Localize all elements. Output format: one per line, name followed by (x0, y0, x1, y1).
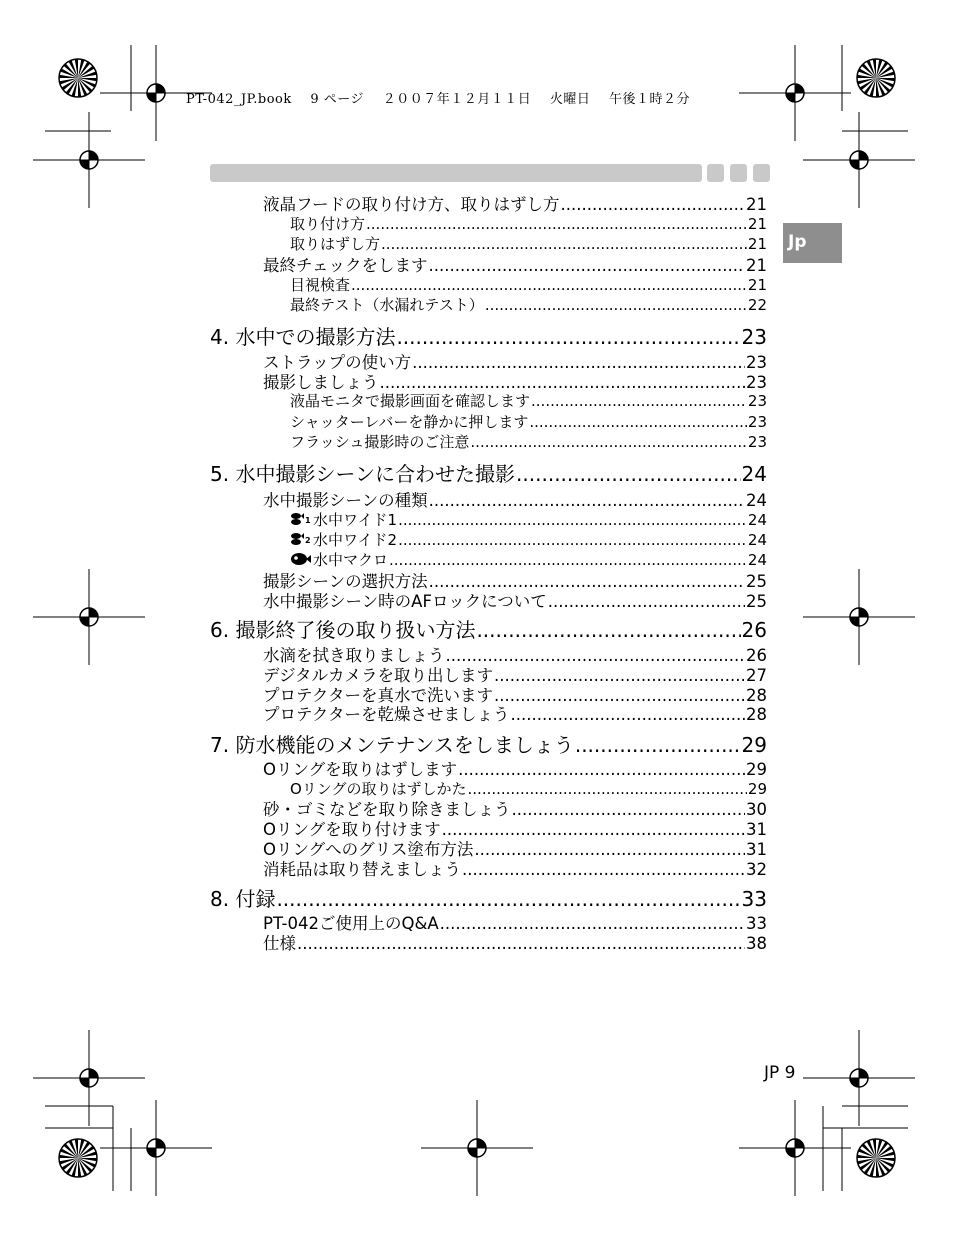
toc-entry (263, 355, 767, 372)
registration-mark (100, 1100, 212, 1196)
toc-entry-title (290, 512, 397, 528)
toc-leader-dots (380, 375, 746, 392)
registration-mark (739, 1100, 851, 1196)
toc-entry-text: PT-042ご使用上のQ&A (263, 914, 439, 933)
toc-entry (290, 435, 767, 450)
toc-leader-dots (468, 782, 747, 797)
toc-entry-text: 水中撮影シーン時のAFロックについて (263, 592, 547, 611)
toc-entry-page: 21 (746, 195, 767, 214)
toc-entry (263, 916, 767, 933)
toc-entry-page: 23 (746, 353, 767, 372)
toc-entry-text: デジタルカメラを取り出します (263, 666, 494, 685)
toc-entry-title (290, 552, 388, 568)
toc-entry-page: 24 (747, 511, 767, 529)
toc-entry-title (263, 574, 428, 591)
toc-entry-text: 最終チェックをします (263, 256, 428, 275)
toc-leader-dots (276, 889, 740, 909)
toc-entry-page: 30 (746, 800, 767, 819)
toc-leader-dots (446, 648, 746, 665)
toc-entry-page: 24 (747, 531, 767, 549)
wide1-icon (290, 512, 312, 526)
toc-entry-text: 5. 水中撮影シーンに合わせた撮影 (210, 462, 516, 486)
toc-entry-text: 取り付け方 (290, 215, 366, 233)
toc-leader-dots (494, 688, 745, 705)
toc-entry-page: 24 (746, 491, 767, 510)
toc-entry-page: 21 (747, 276, 767, 294)
toc-entry-text: 目視検査 (290, 276, 351, 294)
toc-entry (210, 889, 767, 909)
page-number: JP 9 (764, 1063, 796, 1083)
toc-entry (263, 688, 767, 705)
toc-entry (263, 802, 767, 819)
toc-entry-page: 27 (746, 666, 767, 685)
toc-entry-title (290, 237, 380, 252)
toc-entry-title (263, 707, 510, 724)
toc-entry-page: 21 (747, 215, 767, 233)
toc-entry-title (210, 327, 395, 347)
toc-leader-dots (561, 197, 745, 214)
toc-entry-text: 液晶フードの取り付け方、取りはずし方 (263, 195, 560, 214)
toc-entry-text: プロテクターを真水で洗います (263, 686, 494, 705)
toc-leader-dots (494, 668, 745, 685)
toc-entry-title (263, 862, 461, 879)
toc-leader-dots (516, 464, 741, 484)
toc-entry (263, 936, 767, 953)
toc-entry-title (263, 258, 428, 275)
toc-entry (290, 278, 767, 293)
toc-entry (210, 327, 767, 347)
toc-entry-title (290, 415, 528, 430)
toc-entry-page: 29 (741, 733, 767, 757)
toc-entry-text: プロテクターを乾燥させましょう (263, 705, 510, 724)
star-target-mark (857, 59, 895, 97)
toc-entry-text: 水滴を拭き取りましょう (263, 646, 445, 665)
toc-leader-dots (429, 493, 745, 510)
registration-mark (803, 112, 915, 208)
header-weekday: 火曜日 (549, 92, 591, 107)
toc-entry (263, 842, 767, 859)
macro-icon (290, 552, 312, 566)
toc-entry-title (263, 842, 473, 859)
toc-leader-dots (529, 415, 747, 430)
header-square-2 (730, 164, 747, 182)
toc-leader-dots (297, 936, 745, 953)
toc-entry-text: 8. 付録 (210, 887, 276, 911)
header-bar (210, 164, 702, 182)
toc-entry-page: 25 (746, 592, 767, 611)
toc-leader-dots (412, 355, 745, 372)
toc-entry-page: 28 (746, 705, 767, 724)
toc-entry (290, 415, 767, 430)
header-square-3 (753, 164, 770, 182)
toc-entry-page: 38 (746, 934, 767, 953)
toc-entry-page: 24 (741, 462, 767, 486)
toc-entry (263, 648, 767, 665)
toc-entry-title (290, 532, 397, 548)
toc-entry-title (263, 648, 445, 665)
toc-entry (263, 574, 767, 591)
toc-entry (263, 258, 767, 275)
registration-mark (803, 1030, 915, 1126)
header-page-ref: 9 ページ (310, 92, 365, 107)
registration-mark (33, 1030, 145, 1126)
toc-leader-dots (398, 513, 747, 528)
toc-entry-text: 水中撮影シーンの種類 (263, 491, 428, 510)
star-target-mark (857, 1139, 895, 1177)
toc-leader-dots (351, 278, 747, 293)
toc-entry-title (290, 435, 469, 450)
toc-entry (263, 668, 767, 685)
language-tab (783, 223, 842, 263)
toc-entry-text: シャッターレバーを静かに押します (290, 413, 529, 431)
toc-leader-dots (470, 435, 747, 450)
toc-leader-dots (458, 762, 745, 779)
toc-leader-dots (396, 327, 740, 347)
header-file: PT-042_JP.book (186, 92, 292, 107)
toc-entry-text: 仕様 (263, 934, 296, 953)
toc-entry-page: 23 (741, 325, 767, 349)
registration-mark (739, 45, 851, 141)
toc-leader-dots (442, 822, 745, 839)
toc-leader-dots (429, 574, 745, 591)
toc-leader-dots (485, 298, 747, 313)
toc-entry (290, 532, 767, 548)
toc-leader-dots (548, 594, 745, 611)
registration-mark (33, 569, 145, 665)
toc-entry (290, 217, 767, 232)
toc-entry-text: 撮影シーンの選択方法 (263, 572, 428, 591)
toc-leader-dots (398, 533, 747, 548)
toc-leader-dots (462, 862, 745, 879)
header-date: ２００７年１２月１１日 (382, 92, 532, 107)
toc-entry-title (210, 889, 275, 909)
toc-entry-text: 4. 水中での撮影方法 (210, 325, 396, 349)
toc-entry-title (290, 278, 350, 293)
toc-entry-title (263, 493, 428, 510)
toc-entry-title (263, 802, 511, 819)
toc-entry-page: 26 (746, 646, 767, 665)
toc-entry (263, 197, 767, 214)
toc-leader-dots (476, 620, 740, 640)
toc-entry-title (210, 464, 515, 484)
toc-entry-title (263, 916, 439, 933)
toc-leader-dots (531, 394, 747, 409)
toc-entry-title (290, 394, 530, 409)
toc-entry-text: 液晶モニタで撮影画面を確認します (290, 392, 531, 410)
toc-entry-page: 29 (747, 780, 767, 798)
toc-entry-text: 砂・ゴミなどを取り除きましょう (263, 800, 511, 819)
toc-entry-title (263, 936, 296, 953)
toc-entry (290, 298, 767, 313)
toc-entry-page: 26 (741, 618, 767, 642)
toc-entry-title (263, 762, 457, 779)
toc-entry-page: 23 (746, 373, 767, 392)
toc-leader-dots (429, 258, 745, 275)
toc-entry-page: 31 (746, 840, 767, 859)
toc-entry-page: 32 (746, 860, 767, 879)
toc-entry-text: ストラップの使い方 (263, 353, 412, 372)
toc-entry-text: Oリングを取りはずします (263, 760, 458, 779)
toc-entry-title (263, 688, 493, 705)
toc-leader-dots (366, 217, 747, 232)
toc-entry-page: 33 (746, 914, 767, 933)
toc-leader-dots (381, 237, 747, 252)
toc-entry-title (263, 594, 547, 611)
toc-leader-dots (512, 802, 746, 819)
registration-mark (421, 1100, 533, 1196)
toc-entry-text: Oリングへのグリス塗布方法 (263, 840, 474, 859)
toc-entry (263, 862, 767, 879)
toc-entry-title (290, 217, 365, 232)
toc-entry (290, 782, 767, 797)
toc-leader-dots (389, 553, 747, 568)
toc-leader-dots (575, 735, 741, 755)
star-target-mark (59, 1139, 97, 1177)
toc-entry-page: 23 (747, 433, 767, 451)
toc-entry (210, 735, 767, 755)
toc-entry-page: 23 (747, 413, 767, 431)
toc-entry-page: 28 (746, 686, 767, 705)
toc-entry-text: 最終テスト（水漏れテスト） (290, 296, 484, 314)
toc-entry-title (290, 298, 484, 313)
toc-entry (210, 620, 767, 640)
registration-mark (803, 569, 915, 665)
toc-entry-page: 21 (746, 256, 767, 275)
toc-entry-title (210, 735, 574, 755)
toc-entry-page: 22 (747, 296, 767, 314)
toc-entry-title (263, 668, 493, 685)
toc-leader-dots (474, 842, 745, 859)
toc-entry (263, 375, 767, 392)
svg-text:1: 1 (305, 516, 311, 525)
toc-entry-page: 25 (746, 572, 767, 591)
toc-entry (263, 493, 767, 510)
toc-entry-title (263, 197, 560, 214)
toc-entry-page: 29 (746, 760, 767, 779)
toc-entry (290, 394, 767, 409)
toc-entry-page: 21 (747, 235, 767, 253)
toc-entry-page: 33 (741, 887, 767, 911)
star-target-mark (59, 59, 97, 97)
toc-entry-text: 7. 防水機能のメンテナンスをしましょう (210, 733, 574, 757)
toc-entry-title (210, 620, 475, 640)
toc-entry-page: 31 (746, 820, 767, 839)
toc-entry-text: 水中ワイド2 (313, 531, 398, 549)
header-square-1 (707, 164, 724, 182)
toc-leader-dots (440, 916, 745, 933)
toc-entry (290, 552, 767, 568)
toc-entry (290, 237, 767, 252)
toc-entry-text: Oリングの取りはずしかた (290, 780, 467, 798)
toc-entry-text: 6. 撮影終了後の取り扱い方法 (210, 618, 476, 642)
language-tab-label: Jp (788, 232, 807, 252)
svg-text:2: 2 (305, 536, 311, 545)
toc-entry-text: 取りはずし方 (290, 235, 381, 253)
toc-entry (263, 822, 767, 839)
toc-entry-title (263, 822, 441, 839)
toc-entry-text: 撮影しましょう (263, 373, 379, 392)
print-header (186, 88, 704, 107)
toc-entry (263, 707, 767, 724)
toc-entry-title (290, 782, 467, 797)
toc-entry (290, 512, 767, 528)
toc-entry-text: 水中マクロ (313, 551, 389, 569)
registration-mark (33, 112, 145, 208)
toc-entry (263, 594, 767, 611)
toc-entry-title (263, 375, 379, 392)
toc-entry-title (263, 355, 411, 372)
toc-entry (210, 464, 767, 484)
toc-entry-text: 消耗品は取り替えましょう (263, 860, 461, 879)
toc-entry (263, 762, 767, 779)
toc-entry-text: フラッシュ撮影時のご注意 (290, 433, 470, 451)
wide2-icon (290, 532, 312, 546)
header-time: 午後１時２分 (609, 92, 691, 107)
toc-entry-page: 24 (747, 551, 767, 569)
toc-entry-page: 23 (747, 392, 767, 410)
toc-leader-dots (511, 707, 745, 724)
toc-entry-text: 水中ワイド1 (313, 511, 398, 529)
toc-entry-text: Oリングを取り付けます (263, 820, 441, 839)
